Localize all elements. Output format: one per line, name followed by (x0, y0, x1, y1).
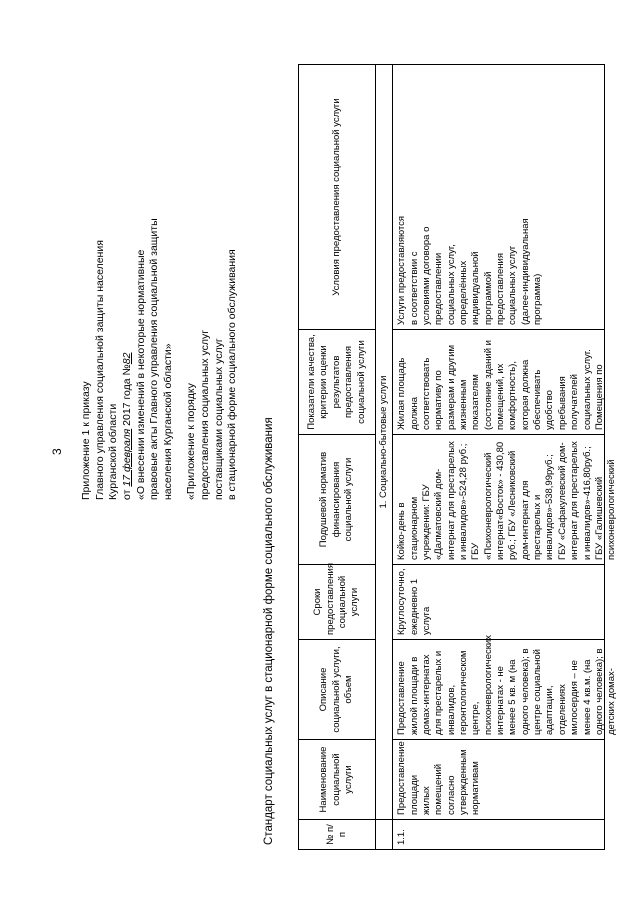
row-service-name: Предоставление площади жилых помещений согласно утвержденным нормативам (393, 740, 605, 820)
table-header-row (299, 65, 376, 850)
appendix-line: в стационарной форме социального обслуживания (226, 249, 239, 500)
header-cell-conditions: Условия предоставления социальной услуги (299, 65, 376, 330)
order-date-line (121, 0, 135, 500)
date-prefix: от (120, 486, 133, 500)
section-title: 1. Социально-бытовые услуги (376, 65, 393, 820)
appendix-line: «Приложение к порядку (185, 383, 198, 500)
appendix-line: поставщиками социальных услуг (212, 338, 225, 500)
order-number: 82 (120, 352, 133, 365)
services-standard-table (298, 64, 618, 850)
header-cell-description: Описание социальной услуги, объем (299, 640, 376, 740)
table-row (393, 65, 605, 850)
appendix-line: предоставления социальных услуг (199, 329, 212, 500)
header-cell-quality: Показатели качества, критерии оценки результатов предоставления социальной услуги (299, 330, 376, 435)
section-row (376, 65, 393, 850)
header-line: Главного управления социальной защиты населения (93, 240, 106, 500)
header-cell-name: Наименование социальной услуги (299, 740, 376, 820)
header-title-line: «О внесении изменений в некоторые нормативные (134, 249, 147, 500)
row-service-quality: Жилая площадь должна соответствовать нормативу по размерам и другим жизненным показателям (состояние зданий и помещений, их комфортность), которая должна обеспечивать удобство пребывания получателей социальных услуг. Помещения по (393, 330, 605, 435)
order-header (80, 0, 240, 500)
document-title: Стандарт социальных услуг в стационарной форме социального обслуживания (263, 417, 275, 845)
header-cell-financing: Подушевой норматив финансирования социальной услуги (299, 435, 376, 565)
header-line: Приложение 1 к приказу (80, 381, 92, 500)
header-cell-number: № п/п (299, 820, 376, 850)
row-service-conditions: Услуги предоставляются в соответствии с условиями договора о предоставлении социальных услуг, определённых индивидуальной программой предоставления социальных услуг (далее-индивидуальная программа) (393, 65, 605, 330)
row-service-financing: Койко-день в стационарном учреждении: ГБУ «Далматовский дом-интернат для престарелых и инвалидов»-524,28 руб.; ГБУ «Психоневрологический интернат«Восток» - 430,80 руб.; ГБУ «Лесниковский дом-интернат для престарелых и инвалидов»-538,99руб.; ГБУ «Сафакулевский дом-интернат для престарелых и инвалидов»-416,80руб.; ГБУ «Галишевский психоневрологический (393, 435, 605, 565)
date-day-month: 17 февраля (120, 428, 133, 487)
row-service-description: Предоставление жилой площади в домах-интернатах для престарелых и инвалидов, геронтологическом центре, психоневрологических интернатах - не менее 5 кв. м (на одного человека); в центре социальной адаптации, отделениях милосердия – не менее 4 кв.м. (на одного человека); в детских домах- (393, 640, 605, 740)
row-number: 1.1. (393, 820, 605, 850)
header-cell-terms: Сроки предоставления социальной услуги (299, 565, 376, 640)
header-title-line: населения Курганской области» (161, 343, 174, 500)
row-service-terms: Круглосуточно, ежедневно 1 услуга (393, 565, 605, 640)
page-number: 3 (50, 448, 64, 455)
date-year: 2017 года № (120, 364, 133, 429)
header-line: Курганской области (107, 403, 120, 500)
header-title-line: правовые акты Главного управления социальной защиты (148, 218, 161, 500)
